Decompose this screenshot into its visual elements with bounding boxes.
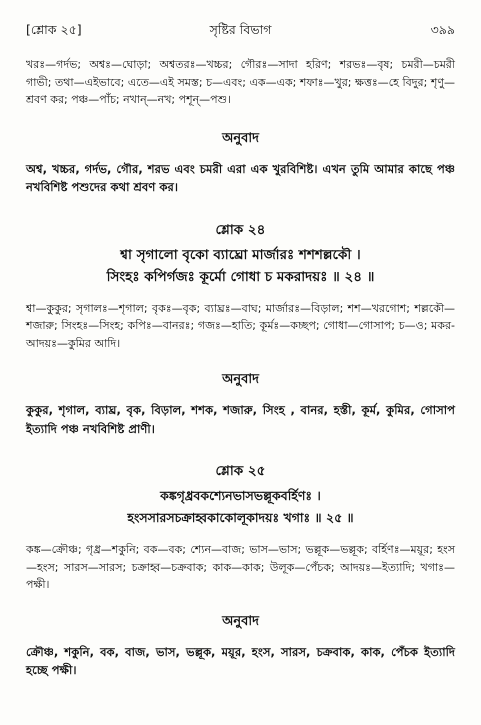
verse-number-heading: শ্লোক ২৫: [215, 463, 266, 479]
header-verse-ref: [শ্লোক ২৫]: [26, 22, 82, 37]
header-chapter-title: সৃষ্টির বিভাগ: [209, 22, 272, 37]
page-header: [26, 22, 455, 44]
verse-number-heading: শ্লোক ২৪: [215, 221, 266, 238]
translation-paragraph: ক্রৌঞ্চ, শকুনি, বক, বাজ, ভাস, ভল্লূক, ময়ূর, হংস, সারস, চক্রবাক, কাক, পেঁচক ইত্যাদি হচ্ছে পক্ষী।: [26, 644, 455, 677]
verse-line: কঙ্কগৃধ্রবকশ্যেনভাসভল্লূকবর্হিণঃ ।: [160, 488, 321, 503]
synonyms-paragraph: শ্বা—কুকুর; সৃগালঃ—শৃগাল; বৃকঃ—বৃক; ব্যাঘ্রঃ—বাঘ; মার্জারঃ—বিড়াল; শশ—খরগোশ; শল্লকৌ—শজারু; সিংহঃ—সিংহ; কপিঃ—বানরঃ; গজঃ—হাতি; কূর্মঃ—কচ্ছপ; গোধা—গোসাপ; চ—ও; মকর-আদয়ঃ—কুমির আদি।: [26, 301, 455, 350]
synonyms-paragraph: খরঃ—গর্দভ; অশ্বঃ—ঘোড়া; অশ্বতরঃ—খচ্চর; গৌরঃ—সাদা হরিণ; শরভঃ—বৃষ; চমরী—চমরী গাভী; তথা—এইভাবে; এতে—এই সমস্ত; চ—এবং; এক—এক; শফাঃ—খুর; ক্ষত্তঃ—হে বিদুর; শৃণু—শ্রবণ কর; পঞ্চ—পাঁচ; নখান্—নখ; পশূন্—পশু।: [26, 58, 455, 106]
translation-paragraph: কুকুর, শৃগাল, ব্যাঘ্র, বৃক, বিড়াল, শশক, শজারু, সিংহ , বানর, হস্তী, কূর্ম, কুমির, গোসাপ ইত্যাদি পঞ্চ নখবিশিষ্ট প্রাণী।: [26, 403, 455, 436]
translation-heading: অনুবাদ: [222, 130, 259, 146]
verse-line: হংসসারসচক্রাহ্বকাকোলূকাদয়ঃ খগাঃ ॥ ২৫ ॥: [127, 510, 354, 525]
translation-heading: অনুবাদ: [222, 372, 259, 387]
translation-paragraph: অশ্ব, খচ্চর, গর্দভ, গৌর, শরভ এবং চমরী এরা এক খুরবিশিষ্ট। এখন তুমি আমার কাছে পঞ্চ নখবিশিষ্ট পশুদের কথা শ্রবণ কর।: [26, 161, 455, 194]
page-number: ৩৯৯: [430, 22, 455, 37]
verse-line: শ্বা সৃগালো বৃকো ব্যাঘ্রো মার্জারঃ শশশল্লকৌ ।: [120, 246, 361, 263]
synonyms-paragraph: কঙ্ক—ক্রৌঞ্চ; গৃধ্র—শকুনি; বক—বক; শ্যেন—বাজ; ভাস—ভাস; ভল্লূক—ভল্লূক; বর্হিণঃ—ময়ূর; হংস—হংস; সারস—সারস; চক্রাহ্ব—চক্রবাক; কাক—কাক; উলূক—পেঁচক; আদয়ঃ—ইত্যাদি; খগাঃ—পক্ষী।: [26, 543, 455, 591]
translation-heading: অনুবাদ: [222, 613, 259, 629]
verse-line: সিংহঃ কপির্গজঃ কূর্মো গোধা চ মকরাদয়ঃ ॥ ২৪ ॥: [106, 268, 375, 285]
